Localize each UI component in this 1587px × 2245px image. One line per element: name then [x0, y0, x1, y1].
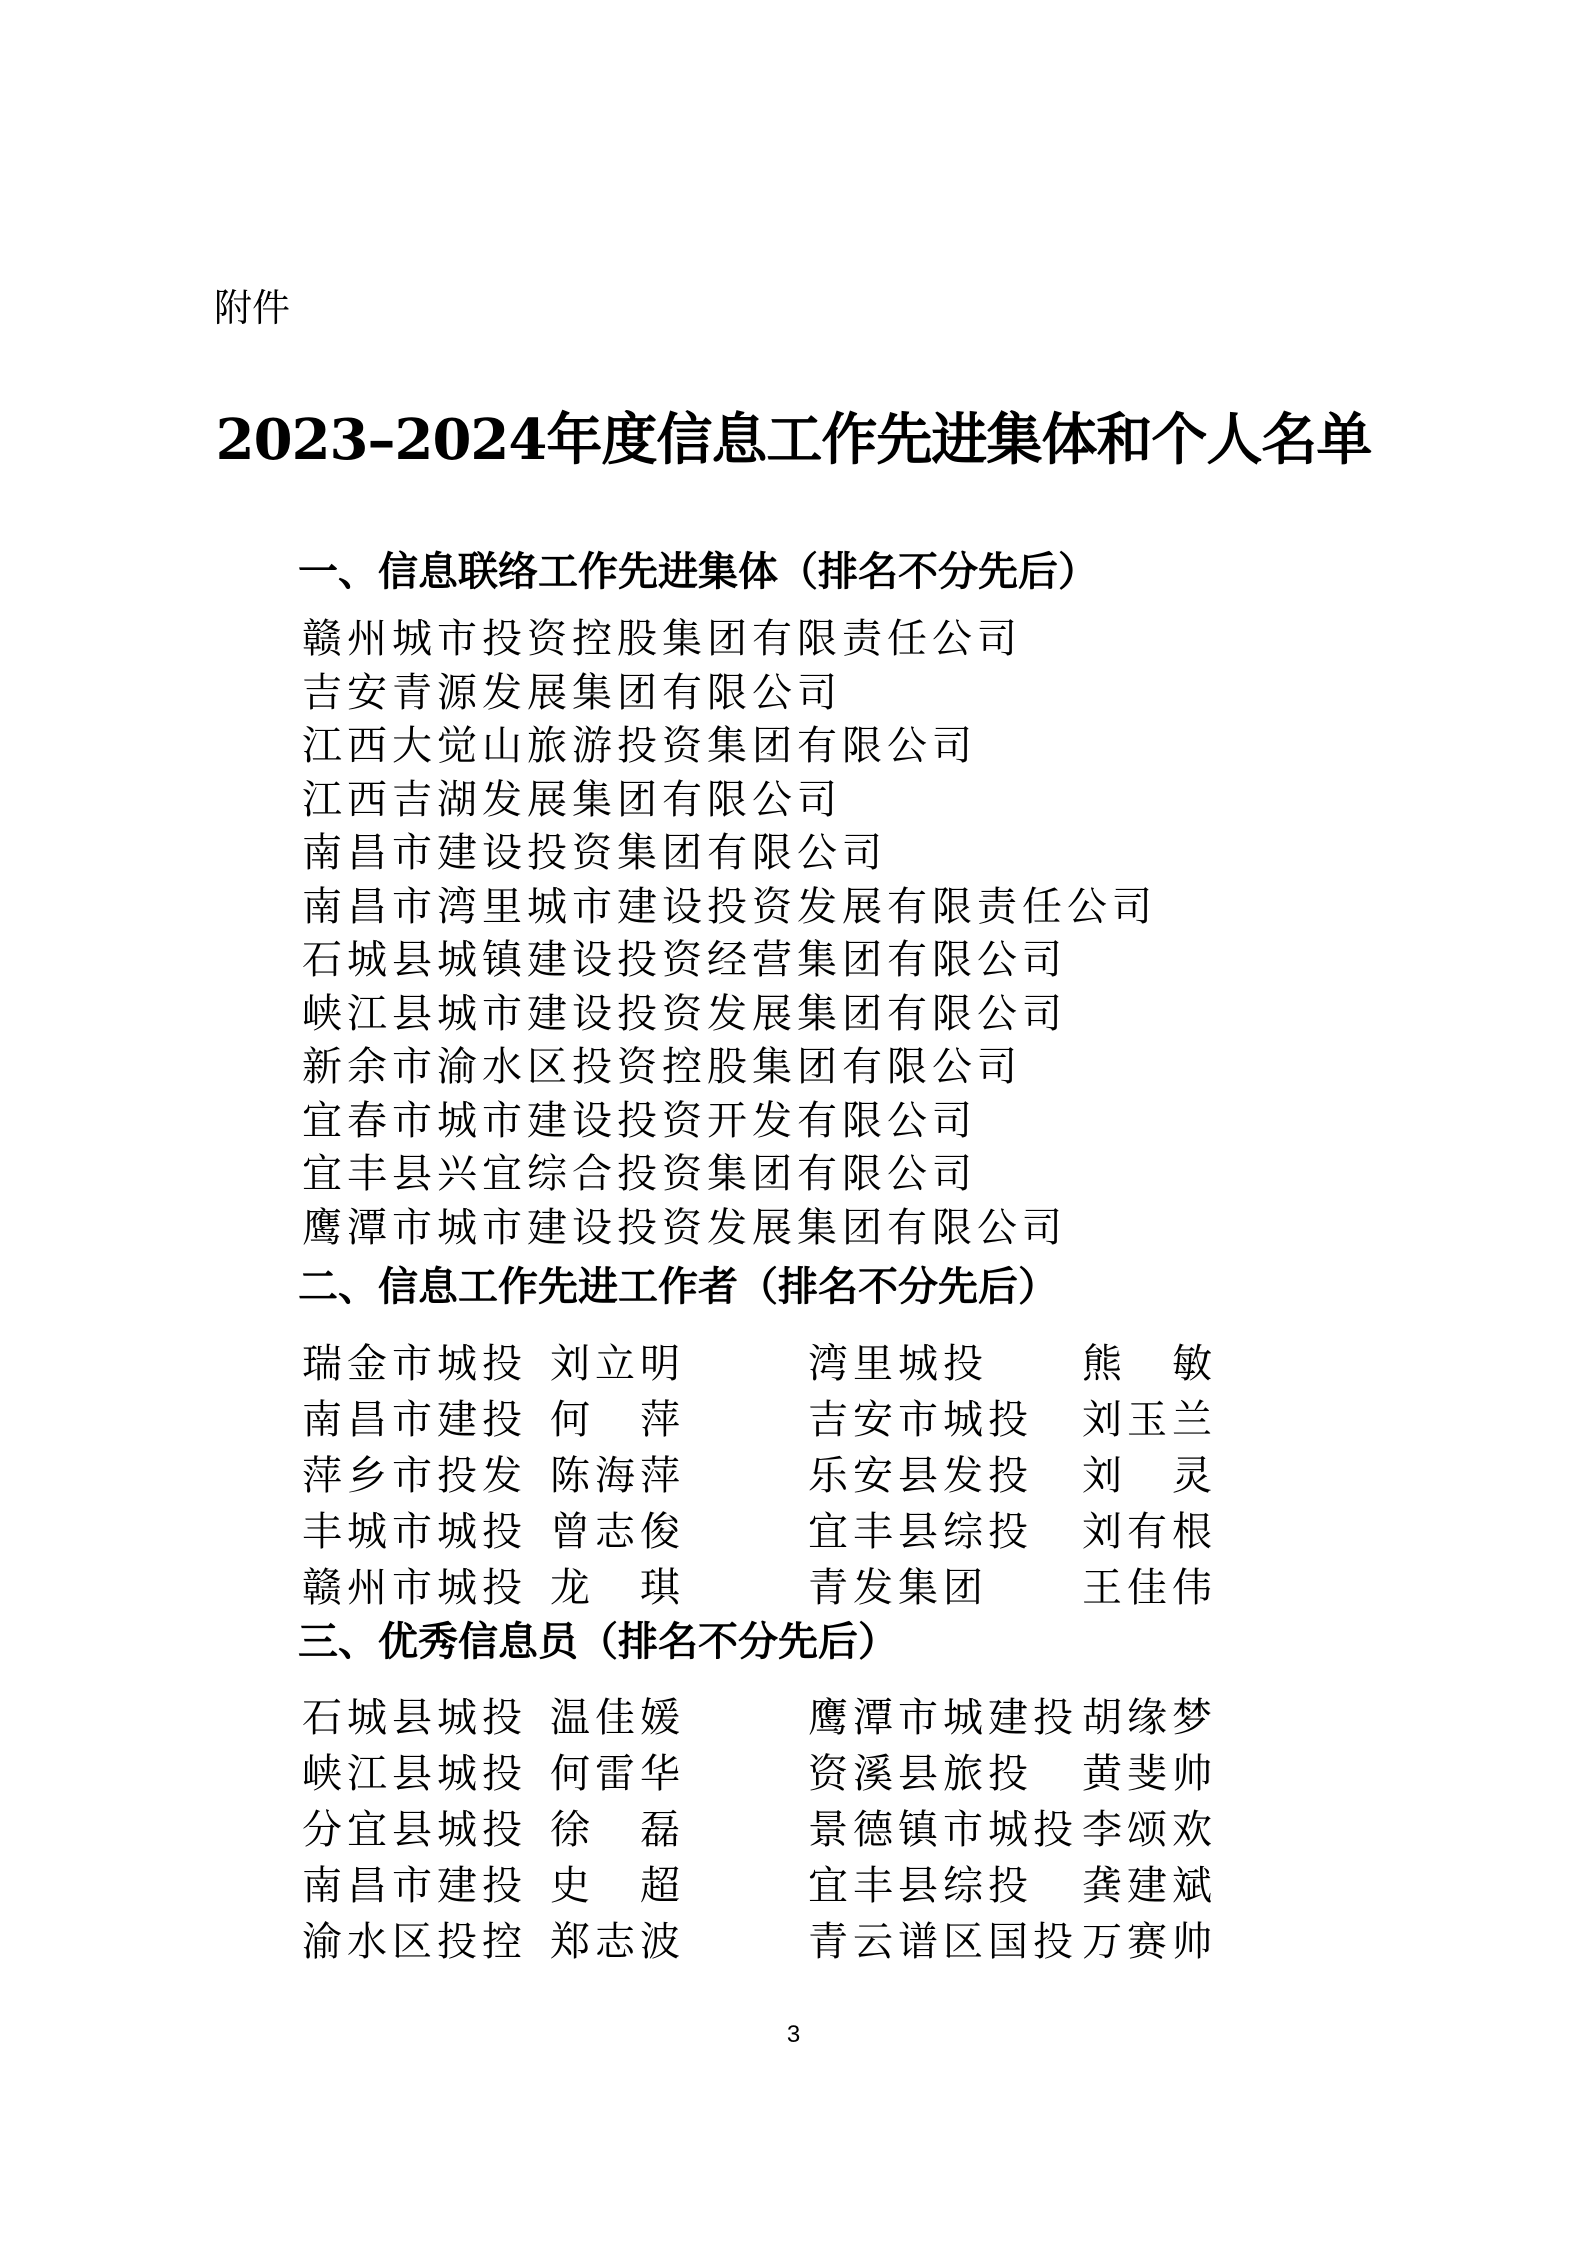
table-row — [302, 1914, 1222, 1970]
name-cell: 龙 琪 — [550, 1565, 685, 1611]
org-cell: 鹰潭市城建投 — [808, 1695, 1078, 1741]
document-title: 2023–2024年度信息工作先进集体和个人名单 — [215, 407, 1372, 473]
table-row — [302, 1336, 1222, 1392]
table-row — [302, 1858, 1222, 1914]
excellent-informants-table — [302, 1690, 1222, 1970]
org-cell: 宜丰县综投 — [808, 1863, 1033, 1909]
org-cell: 湾里城投 — [808, 1341, 988, 1387]
table-row — [302, 1504, 1222, 1560]
name-cell: 何 萍 — [550, 1397, 685, 1443]
list-item: 宜丰县兴宜综合投资集团有限公司 — [302, 1151, 977, 1197]
name-cell: 陈海萍 — [550, 1453, 685, 1499]
advanced-workers-table — [302, 1336, 1222, 1616]
org-cell: 丰城市城投 — [302, 1509, 527, 1555]
org-cell: 乐安县发投 — [808, 1453, 1033, 1499]
name-cell: 温佳媛 — [550, 1695, 685, 1741]
name-cell: 黄斐帅 — [1082, 1751, 1217, 1797]
table-row — [302, 1802, 1222, 1858]
list-item: 吉安青源发展集团有限公司 — [302, 669, 842, 716]
table-row — [302, 1560, 1222, 1616]
list-item: 南昌市湾里城市建设投资发展有限责任公司 — [302, 883, 1157, 930]
table-row — [302, 1448, 1222, 1504]
name-cell: 李颂欢 — [1082, 1807, 1217, 1853]
name-cell: 曾志俊 — [550, 1509, 685, 1555]
org-cell: 景德镇市城投 — [808, 1807, 1078, 1853]
table-row — [302, 1392, 1222, 1448]
list-item: 鹰潭市城市建设投资发展集团有限公司 — [302, 1204, 1067, 1251]
collective-list — [302, 613, 1157, 1255]
org-cell: 南昌市建投 — [302, 1397, 527, 1443]
name-cell: 王佳伟 — [1082, 1565, 1217, 1611]
org-cell: 石城县城投 — [302, 1695, 527, 1741]
name-cell: 万赛帅 — [1082, 1919, 1217, 1965]
list-item: 江西大觉山旅游投资集团有限公司 — [302, 723, 977, 769]
name-cell: 刘立明 — [550, 1341, 685, 1387]
org-cell: 分宜县城投 — [302, 1807, 527, 1853]
page-number: 3 — [786, 2021, 801, 2048]
org-cell: 吉安市城投 — [808, 1397, 1033, 1443]
name-cell: 刘玉兰 — [1082, 1397, 1217, 1443]
org-cell: 南昌市建投 — [302, 1863, 527, 1909]
org-cell: 萍乡市投发 — [302, 1453, 527, 1499]
name-cell: 熊 敏 — [1082, 1341, 1217, 1387]
org-cell: 宜丰县综投 — [808, 1509, 1033, 1555]
name-cell: 郑志波 — [550, 1919, 685, 1965]
list-item: 新余市渝水区投资控股集团有限公司 — [302, 1044, 1022, 1090]
list-item: 峡江县城市建设投资发展集团有限公司 — [302, 990, 1067, 1037]
name-cell: 史 超 — [550, 1863, 685, 1909]
org-cell: 峡江县城投 — [302, 1751, 527, 1797]
name-cell: 龚建斌 — [1082, 1863, 1217, 1909]
list-item: 宜春市城市建设投资开发有限公司 — [302, 1097, 977, 1144]
org-cell: 资溪县旅投 — [808, 1751, 1033, 1797]
section-1-heading: 一、信息联络工作先进集体（排名不分先后） — [298, 549, 1098, 595]
org-cell: 青云谱区国投 — [808, 1919, 1078, 1965]
list-item: 石城县城镇建设投资经营集团有限公司 — [302, 937, 1067, 983]
list-item: 南昌市建设投资集团有限公司 — [302, 830, 887, 876]
name-cell: 胡缘梦 — [1082, 1695, 1217, 1741]
list-item: 江西吉湖发展集团有限公司 — [302, 776, 842, 823]
org-cell: 瑞金市城投 — [302, 1341, 527, 1387]
section-2-heading: 二、信息工作先进工作者（排名不分先后） — [298, 1264, 1058, 1310]
name-cell: 刘有根 — [1082, 1509, 1217, 1555]
table-row — [302, 1690, 1222, 1746]
attachment-label: 附件 — [214, 286, 291, 330]
table-row — [302, 1746, 1222, 1802]
list-item: 赣州城市投资控股集团有限责任公司 — [302, 616, 1022, 662]
name-cell: 何雷华 — [550, 1751, 685, 1797]
name-cell: 刘 灵 — [1082, 1453, 1217, 1499]
section-3-heading: 三、优秀信息员（排名不分先后） — [298, 1619, 898, 1665]
org-cell: 赣州市城投 — [302, 1565, 527, 1611]
org-cell: 渝水区投控 — [302, 1919, 527, 1965]
name-cell: 徐 磊 — [550, 1807, 685, 1853]
org-cell: 青发集团 — [808, 1565, 988, 1611]
